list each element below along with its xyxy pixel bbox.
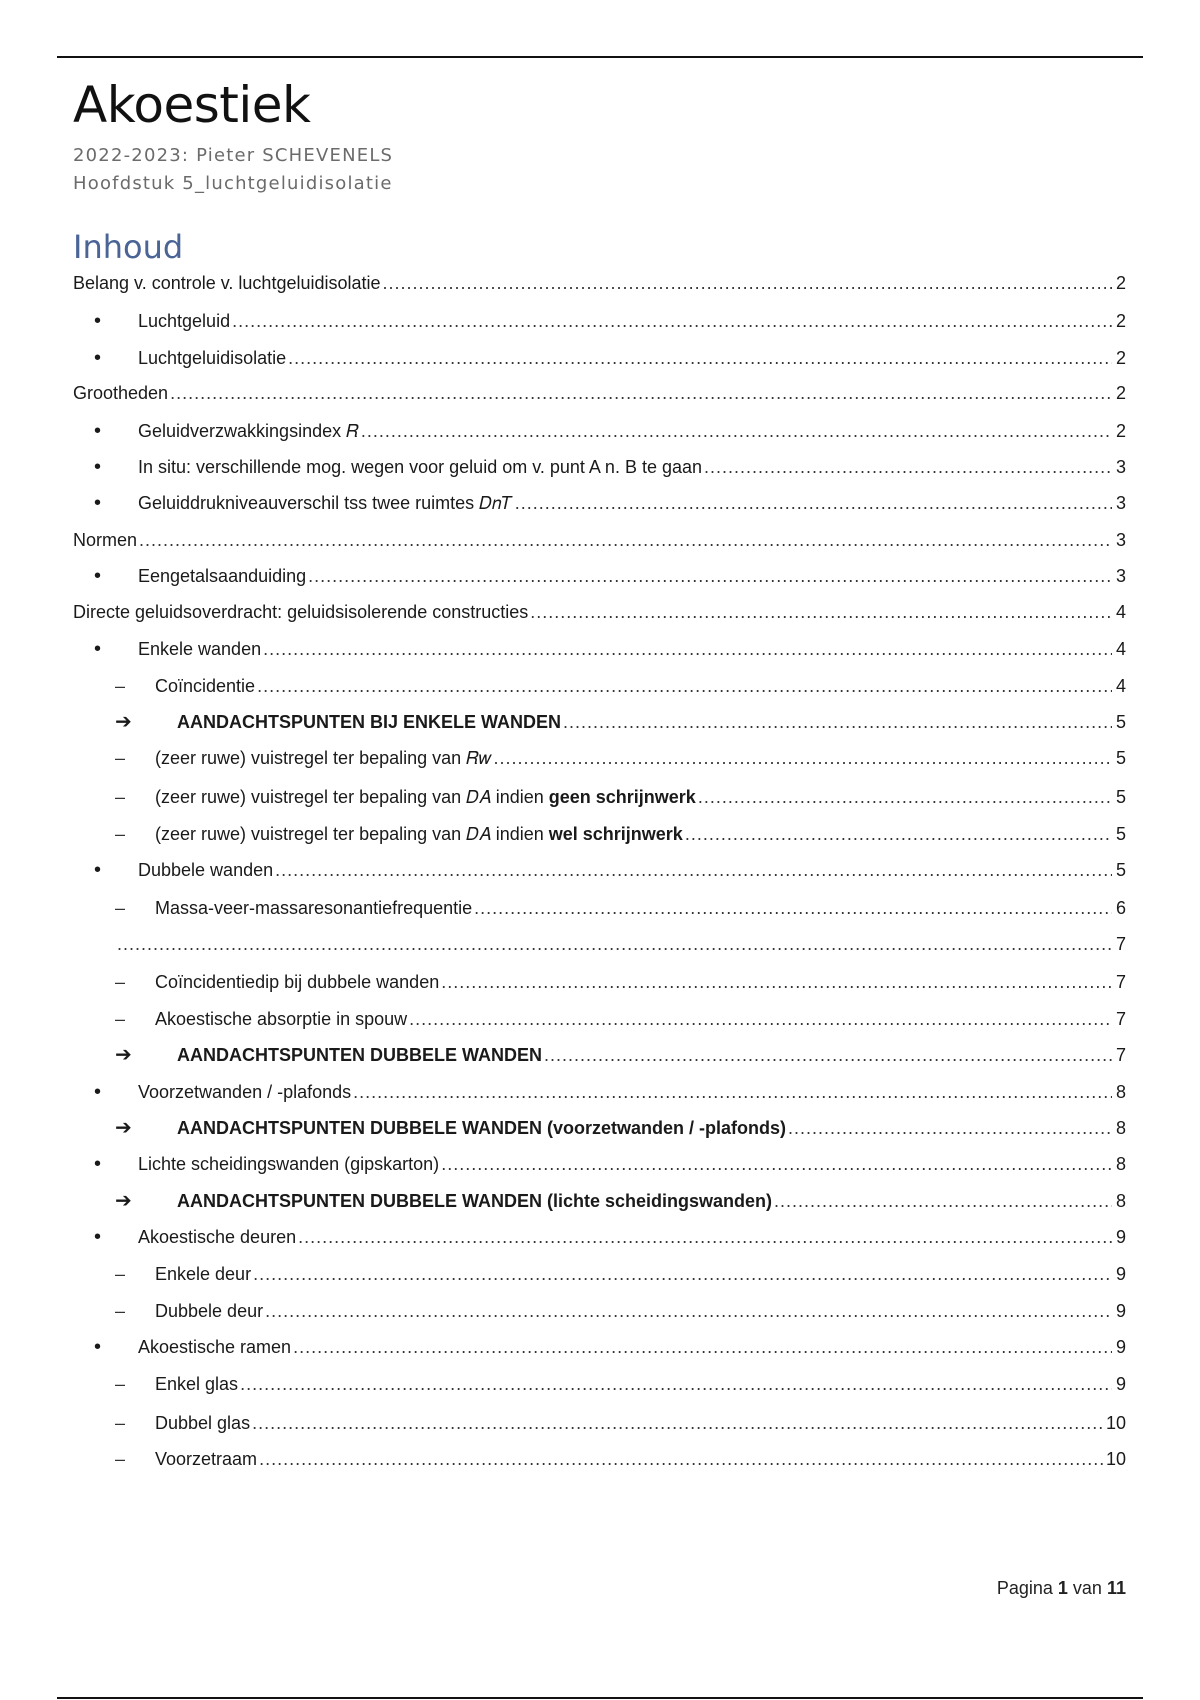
toc-entry-text: Directe geluidsoverdracht: geluidsisolerende constructies [73, 602, 529, 622]
toc-entry-label [177, 1115, 786, 1141]
toc-entry-label [155, 895, 472, 921]
dash-icon: – [115, 1413, 126, 1433]
toc-leader-dots [361, 418, 1112, 444]
toc-entry-label [73, 527, 137, 553]
dash-icon: – [115, 748, 126, 768]
toc-entry[interactable] [73, 454, 1126, 480]
toc-leader-dots [293, 1334, 1112, 1360]
toc-entry-text: Eengetalsaanduiding [138, 566, 307, 586]
toc-page-number: 3 [1115, 493, 1126, 513]
toc-entry-label [155, 821, 683, 847]
toc-leader-dots [544, 1042, 1112, 1068]
toc-leader-dots [139, 527, 1112, 553]
toc-entry-text: Akoestische ramen [138, 1337, 292, 1357]
toc-entry-text: Normen [73, 530, 138, 550]
toc-entry[interactable] [73, 270, 1126, 296]
toc-leader-dots [252, 1410, 1104, 1436]
toc-leader-dots [117, 931, 1112, 957]
toc-entry-label [138, 490, 513, 516]
toc-entry[interactable] [73, 1334, 1126, 1360]
toc-entry[interactable] [73, 1188, 1126, 1214]
toc-heading: Inhoud [73, 228, 184, 266]
toc-entry[interactable] [73, 857, 1126, 883]
toc-entry-bold-text: wel schrijnwerk [548, 824, 683, 844]
toc-entry[interactable] [73, 969, 1126, 995]
toc-leader-dots [383, 270, 1112, 296]
toc-entry[interactable] [73, 308, 1126, 334]
dash-icon: – [115, 898, 126, 918]
dash-icon: – [115, 1009, 126, 1029]
toc-entry[interactable] [73, 1151, 1126, 1177]
toc-entry[interactable] [73, 673, 1126, 699]
toc-entry-text: (zeer ruwe) vuistregel ter bepaling van 𝑅𝑤 [155, 748, 492, 768]
toc-entry-text: AANDACHTSPUNTEN DUBBELE WANDEN (lichte scheidingswanden) [177, 1191, 773, 1211]
bottom-rule [57, 1697, 1143, 1699]
footer-prefix: Pagina [996, 1578, 1053, 1598]
toc-leader-dots [441, 969, 1112, 995]
footer-current-page: 1 [1057, 1578, 1068, 1598]
toc-entry-text: Geluidverzwakkingsindex 𝑅 [138, 421, 359, 441]
toc-entry-text: Lichte scheidingswanden (gipskarton) [138, 1154, 440, 1174]
toc-entry[interactable] [73, 1006, 1126, 1032]
toc-entry-label [177, 1188, 772, 1214]
toc-entry[interactable] [73, 563, 1126, 589]
toc-page-number: 2 [1115, 421, 1126, 441]
toc-page-number: 2 [1115, 383, 1126, 403]
toc-leader-dots [240, 1371, 1112, 1397]
toc-page-number: 7 [1115, 1009, 1126, 1029]
toc-leader-dots [308, 563, 1112, 589]
toc-leader-dots [265, 1298, 1112, 1324]
toc-leader-dots [474, 895, 1112, 921]
toc-leader-dots [263, 636, 1112, 662]
toc-leader-dots [515, 490, 1112, 516]
toc-entry-label [138, 308, 230, 334]
toc-page-number: 3 [1115, 566, 1126, 586]
bullet-icon: • [94, 565, 102, 587]
document-title: Akoestiek [73, 76, 311, 134]
toc-entry[interactable] [73, 1446, 1126, 1472]
toc-entry[interactable] [73, 784, 1126, 810]
toc-entry-text: AANDACHTSPUNTEN BIJ ENKELE WANDEN [177, 712, 562, 732]
toc-leader-dots [257, 673, 1112, 699]
toc-leader-dots [353, 1079, 1112, 1105]
top-rule [57, 56, 1143, 58]
dash-icon: – [115, 824, 126, 844]
toc-leader-dots [698, 784, 1112, 810]
toc-leader-dots [563, 709, 1112, 735]
toc-entry-text: Geluiddrukniveauverschil tss twee ruimtes 𝐷𝑛𝑇 [138, 493, 513, 513]
toc-entry-text: AANDACHTSPUNTEN DUBBELE WANDEN (voorzetwanden / -plafonds) [177, 1118, 787, 1138]
toc-entry[interactable] [73, 895, 1126, 921]
toc-entry[interactable] [73, 599, 1126, 625]
toc-leader-dots [530, 599, 1112, 625]
toc-entry-text: Luchtgeluid [138, 311, 231, 331]
toc-entry[interactable] [73, 1371, 1126, 1397]
dash-icon: – [115, 1449, 126, 1469]
toc-leader-dots [441, 1151, 1112, 1177]
toc-entry-text: Akoestische absorptie in spouw [155, 1009, 408, 1029]
toc-page-number: 2 [1115, 348, 1126, 368]
toc-entry-label [138, 1079, 351, 1105]
toc-entry[interactable] [73, 418, 1126, 444]
bullet-icon: • [94, 1153, 102, 1175]
bullet-icon: • [94, 310, 102, 332]
toc-page-number: 9 [1115, 1374, 1126, 1394]
toc-leader-dots [409, 1006, 1112, 1032]
toc-page-number: 5 [1115, 748, 1126, 768]
toc-entry-text: Coïncidentiedip bij dubbele wanden [155, 972, 440, 992]
toc-page-number: 8 [1115, 1082, 1126, 1102]
toc-entry[interactable] [73, 1298, 1126, 1324]
toc-page-number: 2 [1115, 311, 1126, 331]
toc-entry-label [138, 454, 702, 480]
arrow-right-icon: ➔ [115, 1044, 132, 1066]
toc-entry-text: Massa-veer-massaresonantiefrequentie [155, 898, 473, 918]
toc-page-number: 8 [1115, 1118, 1126, 1138]
bullet-icon: • [94, 456, 102, 478]
toc-page-number: 7 [1115, 972, 1126, 992]
toc-entry-text: In situ: verschillende mog. wegen voor geluid om v. punt A n. B te gaan [138, 457, 703, 477]
toc-entry[interactable] [73, 1224, 1126, 1250]
toc-page-number: 9 [1115, 1337, 1126, 1357]
toc-leader-dots [685, 821, 1112, 847]
toc-entry[interactable] [73, 527, 1126, 553]
toc-leader-dots [259, 1446, 1104, 1472]
toc-page-number: 8 [1115, 1154, 1126, 1174]
toc-entry[interactable] [73, 380, 1126, 406]
toc-entry-text: Enkel glas [155, 1374, 239, 1394]
toc-page-number: 7 [1115, 1045, 1126, 1065]
toc-entry-label [155, 1261, 251, 1287]
arrow-right-icon: ➔ [115, 711, 132, 733]
toc-page-number: 9 [1115, 1227, 1126, 1247]
toc-entry-text: Dubbel glas [155, 1413, 251, 1433]
toc-entry-label [155, 784, 696, 810]
toc-leader-dots [788, 1115, 1112, 1141]
bullet-icon: • [94, 1336, 102, 1358]
toc-page-number: 5 [1115, 824, 1126, 844]
document-subtitle-year-author: 2022-2023: Pieter SCHEVENELS [73, 145, 394, 166]
toc-entry-label [138, 857, 273, 883]
footer-total-pages: 11 [1106, 1578, 1126, 1598]
bullet-icon: • [94, 859, 102, 881]
dash-icon: – [115, 972, 126, 992]
arrow-right-icon: ➔ [115, 1190, 132, 1212]
toc-entry[interactable] [73, 1079, 1126, 1105]
toc-page-number: 7 [1115, 934, 1126, 954]
toc-entry[interactable] [73, 1115, 1126, 1141]
toc-page-number: 4 [1115, 639, 1126, 659]
toc-entry-label [138, 1151, 439, 1177]
toc-entry-label [73, 270, 381, 296]
toc-page-number: 5 [1115, 712, 1126, 732]
toc-page-number: 2 [1115, 273, 1126, 293]
toc-entry-label [155, 1006, 407, 1032]
dash-icon: – [115, 1301, 126, 1321]
toc-entry-label [138, 418, 359, 444]
toc-entry-text: (zeer ruwe) vuistregel ter bepaling van 𝐷𝐴 indien [155, 824, 549, 844]
toc-entry-text: Grootheden [73, 383, 169, 403]
toc-page-number: 3 [1115, 457, 1126, 477]
toc-entry-label [155, 745, 491, 771]
toc-entry-label [177, 1042, 542, 1068]
toc-entry-text: Dubbele deur [155, 1301, 264, 1321]
toc-entry-label [73, 599, 528, 625]
toc-leader-dots [288, 345, 1112, 371]
toc-leader-dots [774, 1188, 1112, 1214]
toc-entry[interactable] [73, 821, 1126, 847]
toc-entry[interactable] [73, 636, 1126, 662]
toc-page-number: 4 [1115, 676, 1126, 696]
toc-entry-label [138, 1334, 291, 1360]
toc-entry[interactable] [73, 490, 1126, 516]
toc-leader-dots [275, 857, 1112, 883]
toc-leader-dots [298, 1224, 1112, 1250]
footer-middle: van [1072, 1578, 1102, 1598]
toc-entry-text: Belang v. controle v. luchtgeluidisolatie [73, 273, 381, 293]
toc-entry-text: (zeer ruwe) vuistregel ter bepaling van 𝐷𝐴 indien [155, 787, 549, 807]
document-subtitle-chapter: Hoofdstuk 5_luchtgeluidisolatie [73, 173, 393, 194]
toc-page-number: 4 [1115, 602, 1126, 622]
toc-page-number: 9 [1115, 1264, 1126, 1284]
toc-entry-text: AANDACHTSPUNTEN DUBBELE WANDEN [177, 1045, 543, 1065]
toc-entry-label [155, 673, 255, 699]
bullet-icon: • [94, 347, 102, 369]
toc-entry[interactable] [73, 1410, 1126, 1436]
toc-leader-dots [232, 308, 1112, 334]
toc-page-number: 8 [1115, 1191, 1126, 1211]
arrow-right-icon: ➔ [115, 1117, 132, 1139]
toc-leader-dots [253, 1261, 1112, 1287]
toc-entry-text: Enkele deur [155, 1264, 252, 1284]
toc-entry[interactable] [73, 931, 1126, 957]
toc-page-number: 9 [1115, 1301, 1126, 1321]
toc-entry-label [155, 1410, 250, 1436]
toc-entry-label [155, 969, 439, 995]
toc-page-number: 10 [1105, 1413, 1126, 1433]
toc-entry-label [138, 345, 286, 371]
bullet-icon: • [94, 492, 102, 514]
dash-icon: – [115, 1374, 126, 1394]
toc-entry-bold-text: geen schrijnwerk [548, 787, 696, 807]
toc-page-number: 6 [1115, 898, 1126, 918]
page-footer [997, 1578, 1126, 1599]
toc-page-number: 10 [1105, 1449, 1126, 1469]
toc-entry[interactable] [73, 709, 1126, 735]
toc-entry-text: Dubbele wanden [138, 860, 274, 880]
toc-entry-text: Voorzetraam [155, 1449, 258, 1469]
bullet-icon: • [94, 638, 102, 660]
toc-entry-label [138, 1224, 296, 1250]
toc-entry[interactable] [73, 1261, 1126, 1287]
toc-leader-dots [493, 745, 1112, 771]
dash-icon: – [115, 676, 126, 696]
toc-leader-dots [704, 454, 1112, 480]
toc-entry-label [155, 1298, 263, 1324]
toc-entry-label [138, 636, 261, 662]
toc-entry-text: Coïncidentie [155, 676, 256, 696]
toc-entry-text: Akoestische deuren [138, 1227, 297, 1247]
toc-entry[interactable] [73, 345, 1126, 371]
toc-page-number: 5 [1115, 860, 1126, 880]
toc-page-number: 3 [1115, 530, 1126, 550]
bullet-icon: • [94, 1226, 102, 1248]
toc-entry-text: Voorzetwanden / -plafonds [138, 1082, 352, 1102]
toc-entry-text: Luchtgeluidisolatie [138, 348, 287, 368]
toc-leader-dots [170, 380, 1112, 406]
bullet-icon: • [94, 420, 102, 442]
toc-entry-label [155, 1371, 238, 1397]
toc-entry-label [138, 563, 306, 589]
dash-icon: – [115, 787, 126, 807]
toc-entry-text: Enkele wanden [138, 639, 262, 659]
toc-page-number: 5 [1115, 787, 1126, 807]
toc-entry-label [155, 1446, 257, 1472]
toc-entry-label [177, 709, 561, 735]
toc-entry-label [73, 380, 168, 406]
dash-icon: – [115, 1264, 126, 1284]
toc-entry[interactable] [73, 1042, 1126, 1068]
bullet-icon: • [94, 1081, 102, 1103]
toc-entry[interactable] [73, 745, 1126, 771]
